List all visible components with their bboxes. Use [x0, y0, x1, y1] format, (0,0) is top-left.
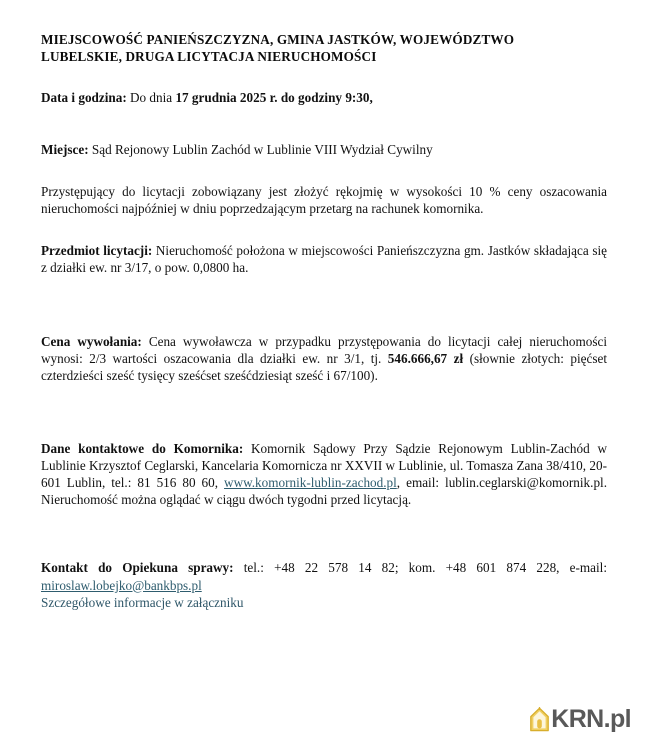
- auction-subject-value: Nieruchomość położona w miejscowości Panieńszczyzna gm. Jastków składająca się z działki ew. nr 3/17, o pow. 0,0800 ha.: [41, 242, 607, 275]
- auction-date-label: Data i godzina:: [41, 89, 127, 105]
- deposit-paragraph: Przystępujący do licytacji zobowiązany jest złożyć rękojmię w wysokości 10 % ceny oszacowania nieruchomości najpóźniej w dniu poprzedzającym przetarg na rachunek komornika.: [41, 184, 607, 217]
- bailiff-contact-text-1: Komornik Sądowy Przy Sądzie Rejonowym Lublin-Zachód w Lublinie Krzysztof Ceglarski, Kancelaria Komornicza nr XXVII w Lublinie, ul. Tomasza Zana 38/410, 20-601 Lublin, tel.: 81 516 80 60,: [41, 440, 608, 491]
- auction-date-value: 17 grudnia 2025 r. do godziny 9:30,: [175, 89, 373, 105]
- bailiff-website-link[interactable]: www.komornik-lublin-zachod.pl: [224, 475, 397, 491]
- document-body: [41, 0, 607, 612]
- auction-date-lead: Do dnia: [126, 89, 176, 105]
- starting-price-label: Cena wywołania:: [41, 334, 142, 350]
- bailiff-contact-paragraph: [41, 440, 607, 509]
- bailiff-contact-text-2: , email: lublin.ceglarski@komornik.pl. Nieruchomość można oglądać w ciągu dwóch tygodni przed licytacją.: [41, 475, 607, 508]
- supervisor-contact-value: tel.: +48 22 578 14 82; kom. +48 601 874 228, e-mail:: [233, 560, 608, 576]
- starting-price-paragraph: [41, 333, 607, 385]
- bailiff-contact-label: Dane kontaktowe do Komornika:: [41, 440, 244, 456]
- house-icon: [529, 707, 550, 732]
- auction-place-label: Miejsce:: [41, 142, 89, 158]
- attachment-note[interactable]: Szczegółowe informacje w załączniku: [41, 594, 244, 610]
- supervisor-contact-paragraph: [41, 559, 607, 593]
- krn-logo[interactable]: [529, 707, 631, 732]
- auction-subject-paragraph: [41, 242, 607, 276]
- page-title: [41, 31, 607, 66]
- supervisor-email-link[interactable]: miroslaw.lobejko@bankbps.pl: [41, 577, 202, 593]
- krn-logo-text: KRN.pl: [551, 705, 631, 733]
- page-title-line-1: MIEJSCOWOŚĆ PANIEŃSZCZYZNA, GMINA JASTKÓW, WOJEWÓDZTWO: [41, 32, 515, 47]
- auction-place-paragraph: [41, 141, 607, 158]
- auction-place-value: Sąd Rejonowy Lublin Zachód w Lublinie VIII Wydział Cywilny: [88, 142, 433, 158]
- page-title-line-2: LUBELSKIE, DRUGA LICYTACJA NIERUCHOMOŚCI: [41, 49, 377, 65]
- starting-price-text-2: (słownie złotych: pięćset czterdzieści sześć tysięcy sześćset sześćdziesiąt sześć i 67/100).: [41, 351, 607, 384]
- starting-price-text-1: Cena wywoławcza w przypadku przystępowania do licytacji całej nieruchomości wynosi: 2/3 wartości oszacowania dla działki ew. nr 3/1, tj.: [41, 334, 607, 367]
- auction-subject-label: Przedmiot licytacji:: [41, 242, 153, 258]
- starting-price-amount: 546.666,67 zł: [387, 351, 464, 367]
- attachment-note-paragraph: [41, 594, 607, 612]
- supervisor-contact-label: Kontakt do Opiekuna sprawy:: [41, 560, 234, 576]
- auction-date-paragraph: [41, 89, 607, 106]
